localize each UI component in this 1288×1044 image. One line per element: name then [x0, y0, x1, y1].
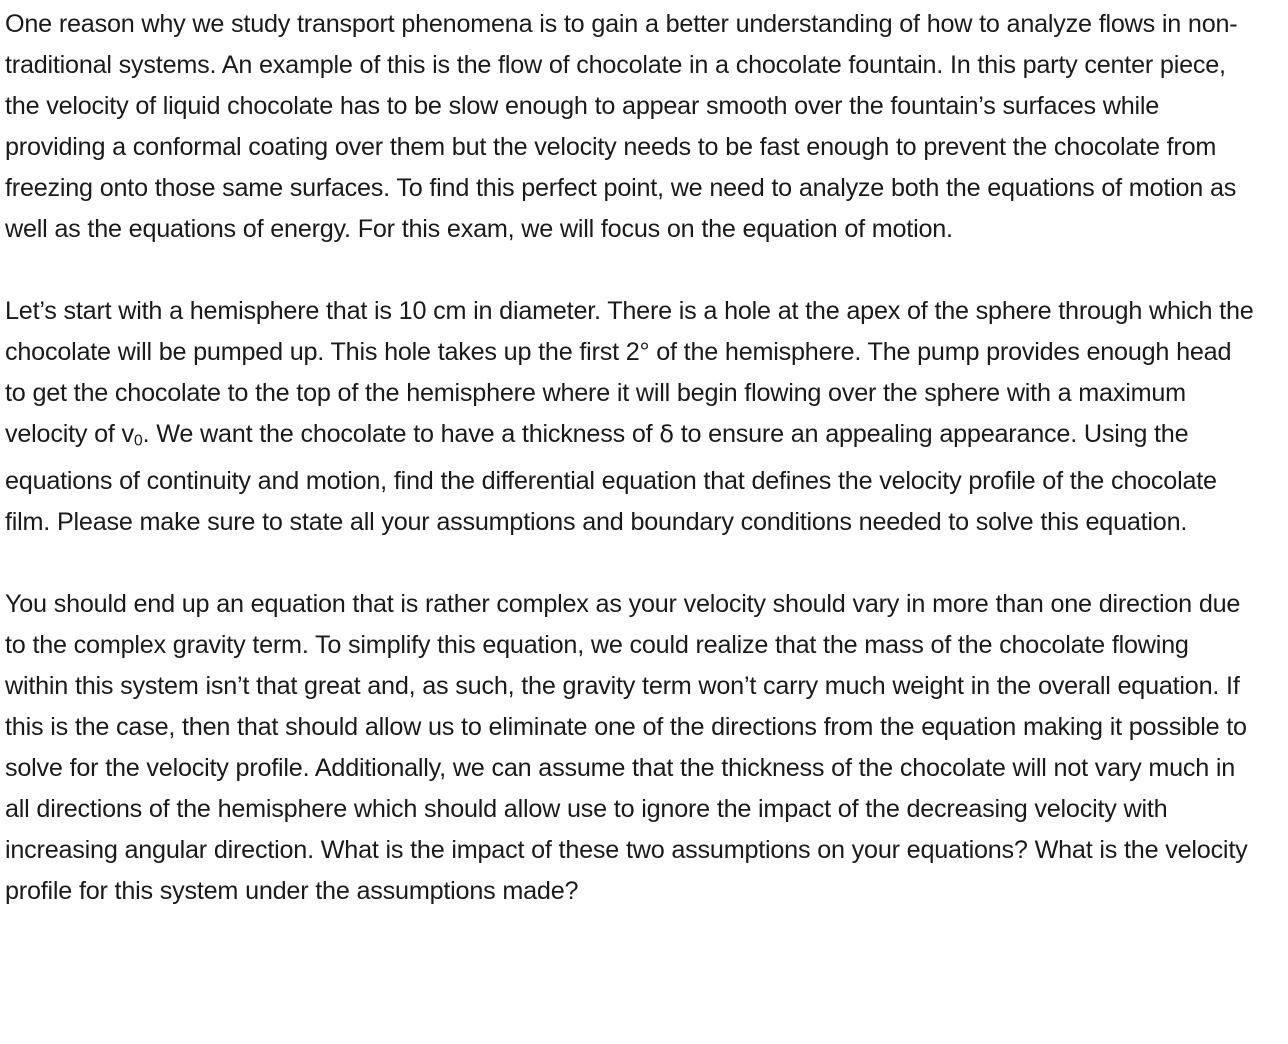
- text-run: Let’s start with a hemisphere that is 10 cm in diameter. There is a hole at the apex of the sphere through which the chocolate will be pumped up. This hole takes up the first 2° of the hemisphere. The pump provides enough head to get the chocolate to the top of the hemisphere where it will begin flowing over the sphere with a maximum velocity of v: [5, 297, 1254, 448]
- text-run: . We want the chocolate to have a thickness of: [142, 420, 660, 448]
- greek-symbol: δ: [659, 420, 674, 448]
- paragraph-problem-setup: [5, 291, 1258, 543]
- paragraph-simplification: [5, 584, 1258, 912]
- text-run: to ensure an appealing appearance. Using the equations of continuity and motion, find the differential equation that defines the velocity profile of the chocolate film. Please make sure to state all your assumptions and boundary conditions needed to solve this equation.: [5, 420, 1217, 537]
- text-run: One reason why we study transport phenomena is to gain a better understanding of how to analyze flows in non-traditional systems. An example of this is the flow of chocolate in a chocolate fountain. In this party center piece, the velocity of liquid chocolate has to be slow enough to appear smooth over the fountain’s surfaces while providing a conformal coating over them but the velocity needs to be fast enough to prevent the chocolate from freezing onto those same surfaces. To find this perfect point, we need to analyze both the equations of motion as well as the equations of energy. For this exam, we will focus on the equation of motion.: [5, 10, 1238, 243]
- paragraph-intro: [5, 4, 1258, 250]
- subscript: 0: [133, 432, 143, 450]
- text-run: You should end up an equation that is rather complex as your velocity should vary in more than one direction due to the complex gravity term. To simplify this equation, we could realize that the mass of the chocolate flowing within this system isn’t that great and, as such, the gravity term won’t carry much weight in the overall equation. If this is the case, then that should allow us to eliminate one of the directions from the equation making it possible to solve for the velocity profile. Additionally, we can assume that the thickness of the chocolate will not vary much in all directions of the hemisphere which should allow use to ignore the impact of the decreasing velocity with increasing angular direction. What is the impact of these two assumptions on your equations? What is the velocity profile for this system under the assumptions made?: [5, 590, 1248, 906]
- document-body: [5, 4, 1258, 912]
